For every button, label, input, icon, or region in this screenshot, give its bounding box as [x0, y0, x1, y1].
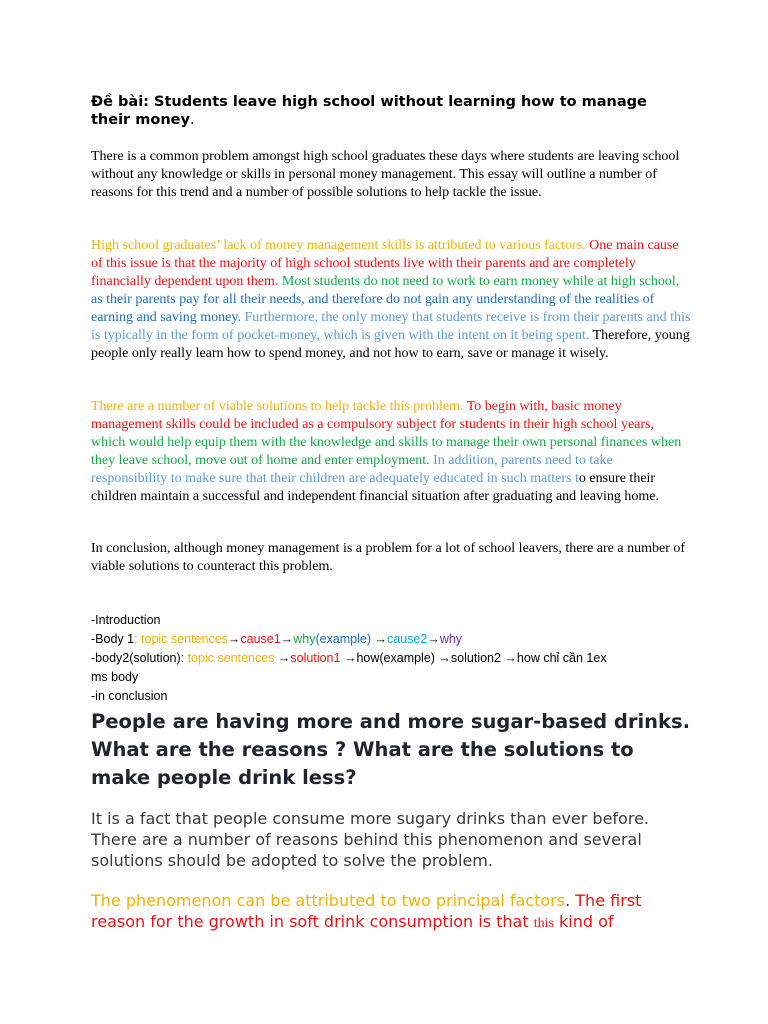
outline-body2-cont: ms body: [91, 670, 139, 684]
essay1-body2: [91, 398, 691, 506]
essay2-title: People are having more and more sugar-based drinks. What are the reasons ? What are the solutions to make people drink less?: [91, 710, 691, 789]
outline-body1-why2: why: [439, 632, 463, 646]
essay2-reason1-this: this: [533, 916, 554, 931]
essay2-topic-dot: .: [565, 891, 571, 910]
essay1-title-text: Đề bài: Students leave high school without learning how to manage their money: [91, 94, 647, 128]
body1-cause1: One main cause of this issue is that the majority of high school students live with their parents and are completely financially dependent upon them.: [91, 238, 679, 289]
body1-cause2: Furthermore, the only money that students receive is from their parents and this is typically in the form of pocket-money, which is given with the intent on it being spent.: [91, 310, 691, 343]
essay2-topic: The phenomenon can be attributed to two principal factors: [91, 891, 566, 910]
arrow-icon: →: [427, 632, 440, 646]
outline-body2-topic: topic sentences: [187, 651, 275, 665]
body1-topic-sentence: High school graduates’ lack of money management skills is attributed to various factors.: [91, 238, 586, 253]
body1-why: Most students do not need to work to earn money while at high school,: [278, 274, 680, 289]
essay2-body1: [91, 890, 691, 934]
arrow-icon: →: [371, 632, 388, 646]
essay1-title: [91, 93, 691, 129]
outline-body1-example: (example): [315, 632, 372, 646]
outline-body1-cause1: cause1: [240, 632, 281, 646]
body2-how: which would help equip them with the knowledge and skills to manage their own personal finances when they leave school, move out of home and enter employment.: [91, 435, 682, 468]
essay1-intro: There is a common problem amongst high school graduates these days where students are leaving school without any knowledge or skills in personal money management. This essay will outline a number of reasons for this trend and a number of possible solutions to help tackle the issue.: [91, 149, 680, 200]
essay1-conclusion: In conclusion, although money management is a problem for a lot of school leavers, there are a number of viable solutions to counteract this problem.: [91, 541, 686, 574]
arrow-icon: →: [227, 632, 241, 646]
body2-solution2: In addition, parents need to take responsibility to make sure that their children are adequately educated in such matters t: [91, 453, 613, 486]
outline-body1-why: why: [293, 632, 316, 646]
essay1-title-dot: .: [189, 112, 195, 128]
body2-solution1: To begin with, basic money management skills could be included as a compulsory subject for students in their high school years,: [91, 399, 654, 432]
body1-conclusion: Therefore, young people only really learn how to spend money, and not how to earn, save or manage it wisely.: [91, 328, 690, 361]
body1-example: as their parents pay for all their needs, and therefore do not gain any understanding of the realities of earning and saving money.: [91, 292, 655, 325]
outline-body2-rest: →how(example) →solution2 →how chỉ cần 1ex: [340, 651, 607, 665]
outline-introduction: -Introduction: [91, 613, 161, 627]
outline-body2-solution1: solution1: [290, 651, 341, 665]
essay2-intro: It is a fact that people consume more sugary drinks than ever before. There are a number of reasons behind this phenomenon and several solutions should be adopted to solve the problem.: [91, 809, 649, 870]
body2-rest: o ensure their children maintain a successful and independent financial situation after graduating and leaving home.: [91, 471, 659, 504]
body2-topic-sentence: There are a number of viable solutions to help tackle this problem.: [91, 399, 464, 414]
essay-outline: [91, 611, 691, 706]
essay1-body1: [91, 237, 691, 363]
outline-body1-topic: : topic sentences: [134, 632, 228, 646]
essay2-reason1: The first reason for the growth in soft drink consumption is that: [91, 891, 642, 931]
outline-body1-cause2: cause2: [387, 632, 428, 646]
outline-body1-label: -Body 1: [91, 632, 135, 646]
essay2-reason1-end: kind of: [553, 912, 614, 931]
outline-conclusion: -in conclusion: [91, 689, 168, 703]
arrow-icon: →: [274, 651, 291, 665]
arrow-icon: →: [280, 632, 294, 646]
outline-body2: [91, 649, 691, 668]
outline-body1: [91, 630, 691, 649]
outline-body2-label: -body2(solution):: [91, 651, 188, 665]
